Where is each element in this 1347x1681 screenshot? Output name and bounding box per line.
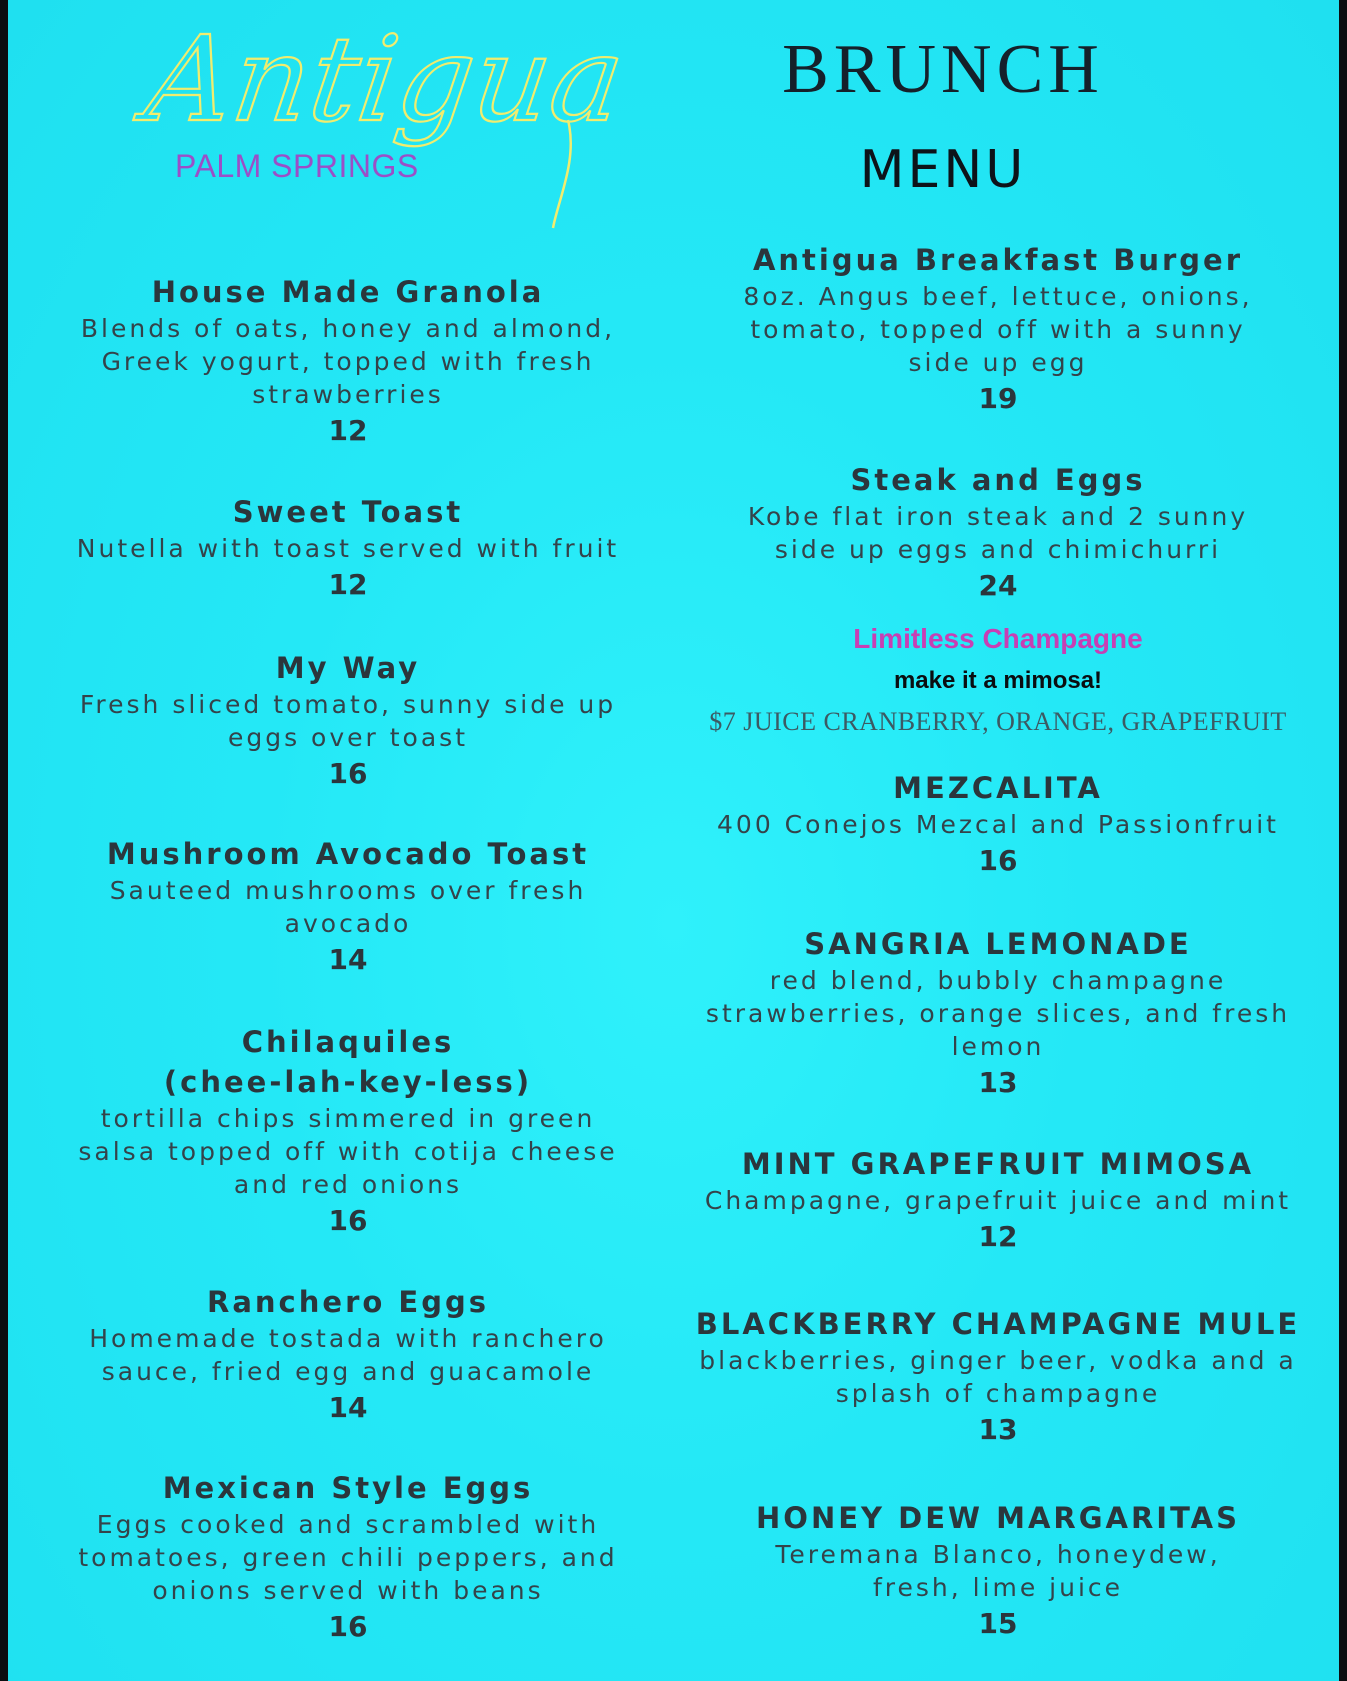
drink-item-blackberry-champagne-mule: [688, 1304, 1308, 1450]
item-desc-line: onions served with beans: [152, 1576, 544, 1605]
brunch-title: BRUNCH: [782, 31, 1104, 108]
item-desc-line: eggs over toast: [227, 723, 469, 752]
menu-item-chilaquiles: [58, 1022, 638, 1241]
item-price: 14: [328, 1391, 368, 1424]
item-desc-line: Nutella with toast served with fruit: [76, 534, 620, 563]
item-desc-line: Greek yogurt, topped with fresh: [101, 347, 595, 376]
menu-item-steak-and-eggs: [688, 460, 1308, 606]
item-name: Chilaquiles: [241, 1025, 455, 1059]
item-desc-line: lemon: [951, 1032, 1045, 1061]
item-price: 13: [978, 1066, 1018, 1099]
item-name-pronunciation: (chee-lah-key-less): [163, 1065, 533, 1099]
item-desc-line: Teremana Blanco, honeydew,: [775, 1540, 1221, 1569]
item-desc-line: sauce, fried egg and guacamole: [101, 1357, 595, 1386]
item-price: 24: [978, 569, 1018, 602]
item-desc-line: red blend, bubbly champagne: [769, 966, 1227, 995]
item-price: 16: [328, 757, 368, 790]
item-price: 12: [328, 568, 368, 601]
item-name: MEZCALITA: [893, 771, 1103, 805]
item-price: 12: [328, 414, 368, 447]
item-desc-line: Champagne, grapefruit juice and mint: [704, 1186, 1292, 1215]
item-desc-line: 400 Conejos Mezcal and Passionfruit: [717, 810, 1279, 839]
promo-juice-options: $7 JUICE CRANBERRY, ORANGE, GRAPEFRUIT: [709, 707, 1287, 736]
item-desc-line: Sauteed mushrooms over fresh: [109, 876, 587, 905]
item-name: Steak and Eggs: [850, 463, 1146, 497]
item-name: Sweet Toast: [232, 495, 464, 529]
item-desc-line: splash of champagne: [835, 1379, 1161, 1408]
item-name: BLACKBERRY CHAMPAGNE MULE: [695, 1307, 1301, 1341]
drink-item-sangria-lemonade: [688, 924, 1308, 1103]
item-price: 13: [978, 1413, 1018, 1446]
item-price: 16: [978, 844, 1018, 877]
menu-page: [8, 0, 1339, 1681]
item-desc-line: tomatoes, green chili peppers, and: [78, 1543, 618, 1572]
logo-subtitle: PALM SPRINGS: [175, 148, 419, 184]
champagne-promo: [688, 618, 1308, 742]
item-desc-line: blackberries, ginger beer, vodka and a: [699, 1346, 1297, 1375]
item-desc-line: Kobe flat iron steak and 2 sunny: [747, 502, 1249, 531]
item-name: House Made Granola: [151, 275, 545, 309]
item-desc-line: strawberries, orange slices, and fresh: [705, 999, 1291, 1028]
item-name: Mushroom Avocado Toast: [106, 837, 590, 871]
item-desc-line: Homemade tostada with ranchero: [89, 1324, 607, 1353]
item-price: 15: [978, 1607, 1018, 1640]
item-price: 14: [328, 943, 368, 976]
logo-flourish: [448, 80, 608, 230]
item-desc-line: tomato, topped off with a sunny: [750, 315, 1246, 344]
item-name: My Way: [275, 651, 421, 685]
menu-item-mexican-style-eggs: [58, 1468, 638, 1647]
item-price: 19: [978, 382, 1018, 415]
item-name: SANGRIA LEMONADE: [804, 927, 1192, 961]
antigua-logo: [138, 10, 633, 220]
drink-item-mint-grapefruit-mimosa: [688, 1144, 1308, 1257]
item-desc-line: tortilla chips simmered in green: [100, 1104, 596, 1133]
item-desc-line: side up eggs and chimichurri: [774, 535, 1222, 564]
promo-subtitle: make it a mimosa!: [893, 667, 1103, 694]
item-desc-line: salsa topped off with cotija cheese: [78, 1137, 618, 1166]
item-price: 16: [328, 1610, 368, 1643]
menu-item-my-way: [58, 648, 638, 794]
item-price: 12: [978, 1220, 1018, 1253]
item-desc-line: Blends of oats, honey and almond,: [80, 314, 616, 343]
item-name: Mexican Style Eggs: [162, 1471, 534, 1505]
item-desc-line: strawberries: [252, 380, 444, 409]
item-desc-line: Fresh sliced tomato, sunny side up: [79, 690, 617, 719]
item-desc-line: Eggs cooked and scrambled with: [96, 1510, 600, 1539]
logo-script: Antigua: [138, 10, 633, 148]
promo-title: Limitless Champagne: [853, 623, 1143, 654]
item-desc-line: 8oz. Angus beef, lettuce, onions,: [743, 282, 1253, 311]
item-desc-line: and red onions: [233, 1170, 463, 1199]
drink-item-mezcalita: [688, 768, 1308, 881]
menu-title: MENU: [859, 140, 1027, 200]
drink-item-honey-dew-margaritas: [688, 1498, 1308, 1644]
item-desc-line: side up egg: [908, 348, 1088, 377]
item-desc-line: fresh, lime juice: [872, 1573, 1124, 1602]
item-desc-line: avocado: [284, 909, 412, 938]
menu-item-granola: [58, 272, 638, 451]
item-name: HONEY DEW MARGARITAS: [756, 1501, 1240, 1535]
item-name: MINT GRAPEFRUIT MIMOSA: [741, 1147, 1255, 1181]
menu-item-sweet-toast: [58, 492, 638, 605]
item-name: Ranchero Eggs: [207, 1285, 489, 1319]
menu-item-breakfast-burger: [688, 240, 1308, 419]
menu-item-mushroom-avocado-toast: [58, 834, 638, 980]
item-name: Antigua Breakfast Burger: [752, 243, 1244, 277]
menu-item-ranchero-eggs: [58, 1282, 638, 1428]
item-price: 16: [328, 1204, 368, 1237]
